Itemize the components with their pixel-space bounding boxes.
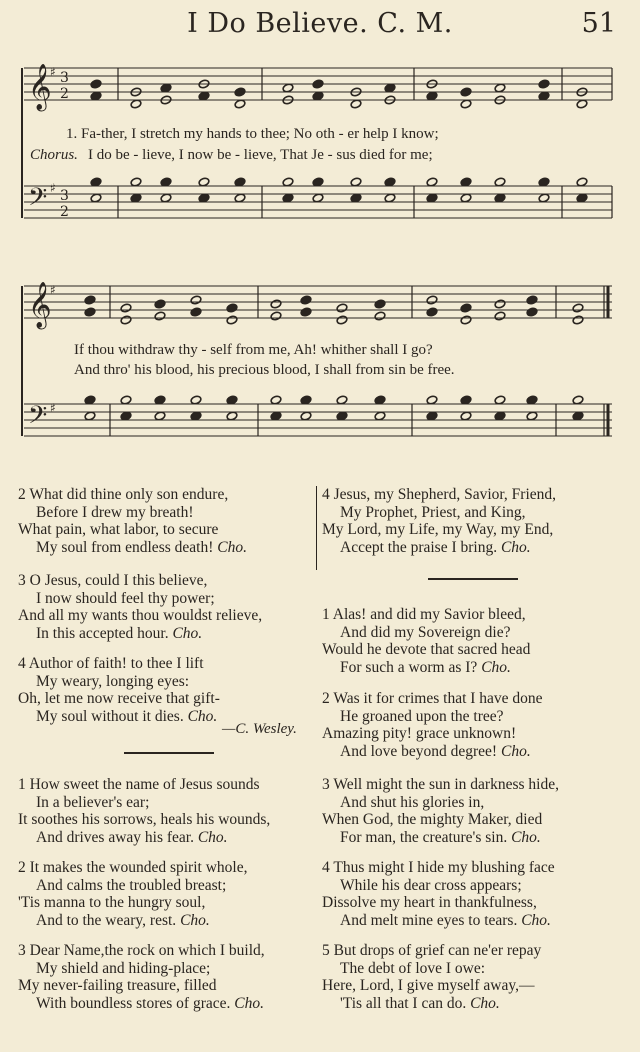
line2-verse-lyric: If thou withdraw thy - self from me, Ah! whither shall I go? bbox=[74, 342, 433, 358]
svg-text:2: 2 bbox=[60, 204, 69, 220]
hymn3-stanza-5: 5 But drops of grief can ne'er repay The debt of love I owe: Here, Lord, I give myself away,— 'Tis all that I can do. Cho. bbox=[322, 942, 542, 1012]
svg-text:♯: ♯ bbox=[50, 181, 56, 195]
svg-text:2: 2 bbox=[60, 86, 69, 102]
svg-text:♯: ♯ bbox=[50, 401, 56, 415]
hymn3-stanza-2: 2 Was it for crimes that I have done He groaned upon the tree? Amazing pity! grace unknown! And love beyond degree! Cho. bbox=[322, 690, 543, 760]
section-divider-left bbox=[124, 752, 214, 754]
svg-text:♯: ♯ bbox=[50, 65, 56, 79]
svg-text:𝄞: 𝄞 bbox=[28, 282, 52, 328]
stanza-3: 3 O Jesus, could I this believe, I now should feel thy power; And all my wants thou wouldst relieve, In this accepted hour. Cho. bbox=[18, 572, 263, 642]
stanza-4: 4 Author of faith! to thee I lift My weary, longing eyes: Oh, let me now receive that gift- My soul without it dies. Cho. bbox=[18, 655, 220, 725]
section-divider-right bbox=[428, 578, 518, 580]
svg-text:𝄞: 𝄞 bbox=[28, 64, 52, 110]
svg-text:3: 3 bbox=[60, 70, 69, 86]
stanza-4-right: 4 Jesus, my Shepherd, Savior, Friend, My Prophet, Priest, and King, My Lord, my Life, my Way, my End, Accept the praise I bring. Cho. bbox=[322, 486, 557, 556]
line1-chorus-lyric: I do be - lieve, I now be - lieve, That Je - sus died for me; bbox=[88, 147, 433, 163]
author-credit: —C. Wesley. bbox=[222, 721, 297, 737]
hymn2-stanza-2: 2 It makes the wounded spirit whole, And calms the troubled breast; 'Tis manna to the hungry soul, And to the weary, rest. Cho. bbox=[18, 859, 248, 929]
svg-text:𝄢: 𝄢 bbox=[28, 183, 48, 218]
page-number: 51 bbox=[581, 8, 616, 39]
column-divider bbox=[316, 486, 317, 570]
hymn2-stanza-3: 3 Dear Name,the rock on which I build, My shield and hiding-place; My never-failing treasure, filled With boundless stores of grace. Cho. bbox=[18, 942, 265, 1012]
svg-text:3: 3 bbox=[60, 188, 69, 204]
svg-text:𝄢: 𝄢 bbox=[28, 401, 48, 436]
line2-chorus-lyric: And thro' his blood, his precious blood, I shall from sin be free. bbox=[74, 362, 455, 378]
hymn-title: I Do Believe. C. M. bbox=[187, 8, 453, 39]
chorus-label: Chorus. bbox=[30, 147, 78, 163]
stanza-2: 2 What did thine only son endure, Before I drew my breath! What pain, what labor, to secure My soul from endless death! Cho. bbox=[18, 486, 247, 556]
hymn3-stanza-4: 4 Thus might I hide my blushing face While his dear cross appears; Dissolve my heart in thankfulness, And melt mine eyes to tears. Cho. bbox=[322, 859, 555, 929]
hymn2-stanza-1: 1 How sweet the name of Jesus sounds In a believer's ear; It soothes his sorrows, heals his wounds, And drives away his fear. Cho. bbox=[18, 776, 271, 846]
hymn3-stanza-1: 1 Alas! and did my Savior bleed, And did my Sovereign die? Would he devote that sacred head For such a worm as I? Cho. bbox=[322, 606, 531, 676]
hymn3-stanza-3: 3 Well might the sun in darkness hide, And shut his glories in, When God, the mighty Maker, died For man, the creature's sin. Cho. bbox=[322, 776, 559, 846]
line1-verse-lyric: 1. Fa-ther, I stretch my hands to thee; No oth - er help I know; bbox=[66, 126, 439, 142]
svg-text:♯: ♯ bbox=[50, 283, 56, 297]
